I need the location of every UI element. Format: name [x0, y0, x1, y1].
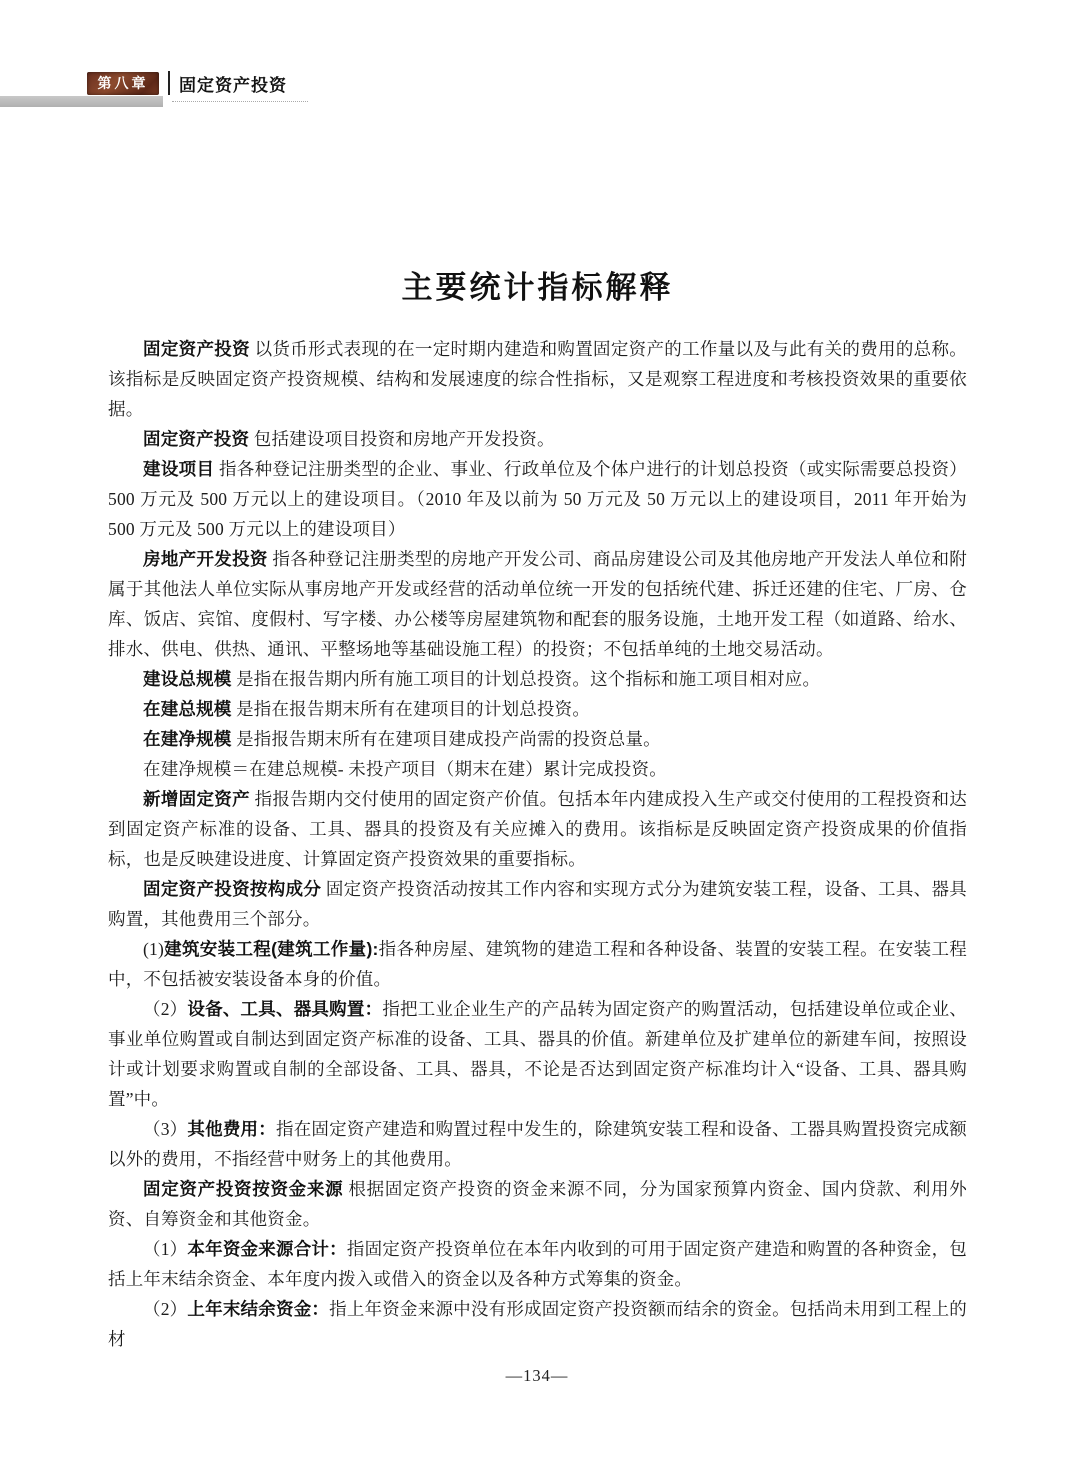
paragraph: [108, 424, 967, 454]
paragraph: [108, 724, 967, 754]
paragraph-term: 建设总规模: [143, 669, 232, 689]
paragraph-prefix: （2）: [143, 1299, 188, 1319]
paragraph: [108, 784, 967, 874]
paragraph-prefix: （1）: [143, 1239, 188, 1259]
paragraph: [108, 544, 967, 664]
paragraph-term: 建设项目: [143, 459, 215, 479]
chapter-title: 固定资产投资: [179, 75, 287, 95]
paragraph-term: 上年末结余资金：: [187, 1299, 330, 1319]
paragraph-text: 以货币形式表现的在一定时期内建造和购置固定资产的工作量以及与此有关的费用的总称。该指标是反映固定资产投资规模、结构和发展速度的综合性指标，又是观察工程进度和考核投资效果的重要依据。: [108, 339, 968, 419]
paragraph-term: 固定资产投资按构成分: [143, 879, 322, 899]
paragraph-term: 固定资产投资: [143, 339, 250, 359]
paragraph-term: 固定资产投资: [143, 429, 250, 449]
paragraph-term: 在建净规模: [143, 729, 232, 749]
body-paragraphs: [108, 334, 967, 1354]
paragraph-text: 在建净规模＝在建总规模- 未投产项目（期末在建）累计完成投资。: [143, 759, 667, 779]
paragraph-text: 指在固定资产建造和购置过程中发生的，除建筑安装工程和设备、工器具购置投资完成额以外的费用，不指经营中财务上的其他费用。: [108, 1119, 967, 1169]
paragraph-prefix: (1): [143, 939, 165, 959]
paragraph: [108, 1294, 967, 1354]
paragraph-term: 本年资金来源合计：: [187, 1239, 347, 1259]
paragraph-term: 在建总规模: [143, 699, 232, 719]
paragraph-text: 指各种登记注册类型的房地产开发公司、商品房建设公司及其他房地产开发法人单位和附属于其他法人单位实际从事房地产开发或经营的活动单位统一开发的包括统代建、拆迁还建的住宅、厂房、仓库、饭店、宾馆、度假村、写字楼、办公楼等房屋建筑物和配套的服务设施，土地开发工程（如道路、给水、排水、供电、供热、通讯、平整场地等基础设施工程）的投资；不包括单纯的土地交易活动。: [108, 549, 967, 659]
paragraph: [108, 754, 967, 784]
paragraph-text: 指上年资金来源中没有形成固定资产投资额而结余的资金。包括尚未用到工程上的材: [108, 1299, 967, 1349]
chapter-badge: 第八章: [87, 72, 159, 95]
paragraph-text: 指把工业企业生产的产品转为固定资产的购置活动，包括建设单位或企业、事业单位购置或自制达到固定资产标准的设备、工具、器具的价值。新建单位及扩建单位的新建车间，按照设计或计划要求购置或自制的全部设备、工具、器具，不论是否达到固定资产标准均计入“设备、工具、器具购置”中。: [108, 999, 967, 1109]
paragraph: [108, 994, 967, 1114]
paragraph-text: 是指在报告期末所有在建项目的计划总投资。: [231, 699, 591, 719]
paragraph-text: 指报告期内交付使用的固定资产价值。包括本年内建成投入生产或交付使用的工程投资和达到固定资产标准的设备、工具、器具的投资及有关应摊入的费用。该指标是反映固定资产投资成果的价值指标，也是反映建设进度、计算固定资产投资效果的重要指标。: [108, 789, 968, 869]
paragraph: [108, 1174, 967, 1234]
paragraph-term: 设备、工具、器具购置：: [187, 999, 383, 1019]
paragraph-text: 固定资产投资活动按其工作内容和实现方式分为建筑安装工程，设备、工具、器具购置，其他费用三个部分。: [108, 879, 967, 929]
paragraph-text: 是指报告期末所有在建项目建成投产尚需的投资总量。: [231, 729, 661, 749]
paragraph-text: 包括建设项目投资和房地产开发投资。: [249, 429, 555, 449]
paragraph-text: 指各种登记注册类型的企业、事业、行政单位及个体户进行的计划总投资（或实际需要总投资）500 万元及 500 万元以上的建设项目。（2010 年及以前为 50 万元及 50 万元以上的建设项目，2011 年开始为 500 万元及 500 万元以上的建设项目）: [108, 459, 967, 539]
paragraph: [108, 334, 967, 424]
paragraph-term: 新增固定资产: [143, 789, 250, 809]
paragraph-prefix: （2）: [143, 999, 188, 1019]
paragraph: [108, 934, 967, 994]
paragraph: [108, 454, 967, 544]
paragraph: [108, 874, 967, 934]
paragraph: [108, 1114, 967, 1174]
paragraph-prefix: （3）: [143, 1119, 188, 1139]
paragraph-term: 建筑安装工程(建筑工作量):: [164, 939, 379, 959]
paragraph: [108, 1234, 967, 1294]
paragraph: [108, 664, 967, 694]
paragraph-term: 房地产开发投资: [143, 549, 268, 569]
paragraph-text: 指各种房屋、建筑物的建造工程和各种设备、装置的安装工程。在安装工程中，不包括被安装设备本身的价值。: [108, 939, 967, 989]
paragraph-text: 是指在报告期内所有施工项目的计划总投资。这个指标和施工项目相对应。: [231, 669, 821, 689]
paragraph-text: 根据固定资产投资的资金来源不同，分为国家预算内资金、国内贷款、利用外资、自筹资金和其他资金。: [108, 1179, 968, 1229]
paragraph-term: 固定资产投资按资金来源: [143, 1179, 344, 1199]
paragraph-term: 其他费用：: [187, 1119, 276, 1139]
paragraph: [108, 694, 967, 724]
page-number: —134—: [505, 1366, 569, 1385]
page-title: 主要统计指标解释: [401, 270, 674, 305]
paragraph-text: 指固定资产投资单位在本年内收到的可用于固定资产建造和购置的各种资金，包括上年末结余资金、本年度内拨入或借入的资金以及各种方式筹集的资金。: [108, 1239, 967, 1289]
